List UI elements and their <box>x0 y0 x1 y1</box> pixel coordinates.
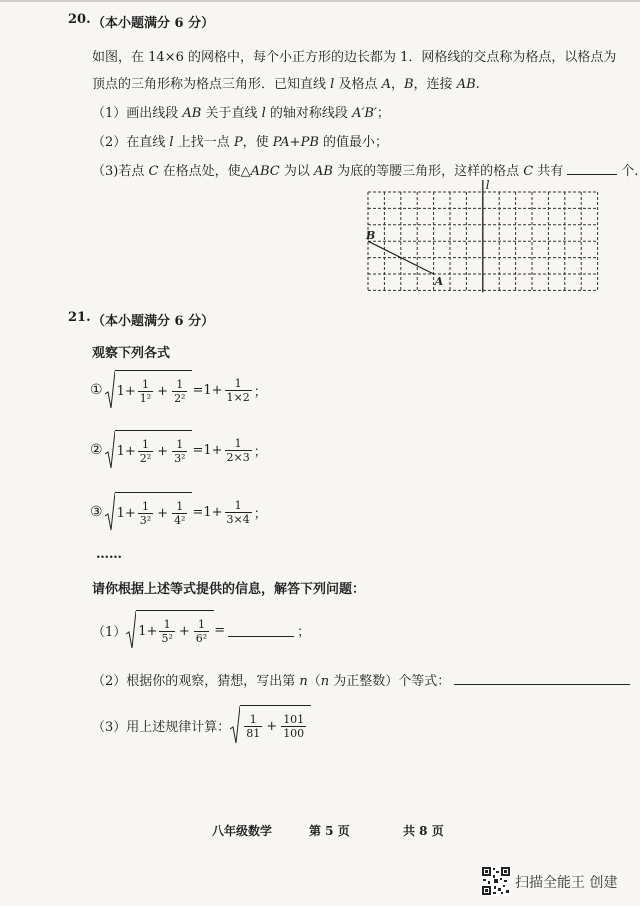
q21-sub3: （3）用上述规律计算： $\frac{1}{81}$ + $\frac{101}{100}$ <box>92 705 311 745</box>
q21-sub1: （1） 1+ $\frac{1}{\text{5²}}$ + $\frac{1}{\text{6²}}$ = ； <box>92 610 310 650</box>
q21-sub2: （2）根据你的观察，猜想，写出第 n（n 为正整数）个等式： <box>92 670 630 689</box>
radical: 1+ $\frac{1}{\text{5²}}$ + $\frac{1}{\text{6²}}$ <box>126 610 214 650</box>
q21-instruction: 请你根据上述等式提供的信息，解答下列问题： <box>92 582 366 597</box>
q20-intro-line2: 顶点的三角形称为格点三角形．已知直线 l 及格点 A，B，连接 AB. <box>92 77 480 92</box>
q20-number: 20. <box>68 12 91 27</box>
q21-number: 21. <box>68 310 91 325</box>
footer-total: 共 8 页 <box>403 824 444 838</box>
watermark-text: 扫描全能王 创建 <box>515 875 618 891</box>
q20-answer-blank[interactable] <box>567 174 617 175</box>
q20-part3: （3)若点 C 在格点处，使△ABC 为以 AB 为底的等腰三角形，这样的格点 C 共有 个. <box>92 164 639 179</box>
q20-grid-figure <box>362 178 602 294</box>
label-b: B <box>366 229 376 243</box>
equation-2: ② 1+ $\frac{1}{\text{2²}}$ + $\frac{1}{\text{3²}}$ =1+ $\frac{1}{2\times 3}$ ； <box>90 430 267 470</box>
q20-part2: （2）在直线 l 上找一点 P，使 PA+PB 的值最小； <box>92 135 389 150</box>
q21-sub1-answer-blank[interactable] <box>228 624 294 637</box>
top-edge <box>0 0 640 2</box>
q21-header: （本小题满分 6 分） <box>92 314 215 329</box>
radical: $\frac{1}{81}$ + $\frac{101}{100}$ <box>230 705 311 745</box>
q20-header: （本小题满分 6 分） <box>92 16 215 31</box>
label-a: A <box>434 275 444 288</box>
q21-observe: 观察下列各式 <box>92 346 171 361</box>
q21-sub2-answer-blank[interactable] <box>454 684 630 685</box>
radical: 1+ $\frac{1}{\text{1²}}$ + $\frac{1}{\text{2²}}$ <box>105 370 193 410</box>
footer-page: 第 5 页 <box>309 824 350 838</box>
label-l: l <box>485 178 490 192</box>
ellipsis: …… <box>96 547 122 562</box>
q20-part1: （1）画出线段 AB 关于直线 l 的轴对称线段 A′B′； <box>92 106 390 121</box>
equation-1: ① 1+ $\frac{1}{\text{1²}}$ + $\frac{1}{\text{2²}}$ =1+ $\frac{1}{1\times 2}$ ； <box>90 370 267 410</box>
radical: 1+ $\frac{1}{\text{3²}}$ + $\frac{1}{\text{4²}}$ <box>105 492 193 532</box>
equation-3: ③ 1+ $\frac{1}{\text{3²}}$ + $\frac{1}{\text{4²}}$ =1+ $\frac{1}{3\times 4}$ ； <box>90 492 267 532</box>
qr-code-icon <box>481 866 511 896</box>
q20-intro-line1: 如图，在 14×6 的网格中，每个小正方形的边长都为 1．网格线的交点称为格点，以格点为 <box>92 50 617 65</box>
radical: 1+ $\frac{1}{\text{2²}}$ + $\frac{1}{\text{3²}}$ <box>105 430 193 470</box>
footer-subject: 八年级数学 <box>212 824 273 838</box>
